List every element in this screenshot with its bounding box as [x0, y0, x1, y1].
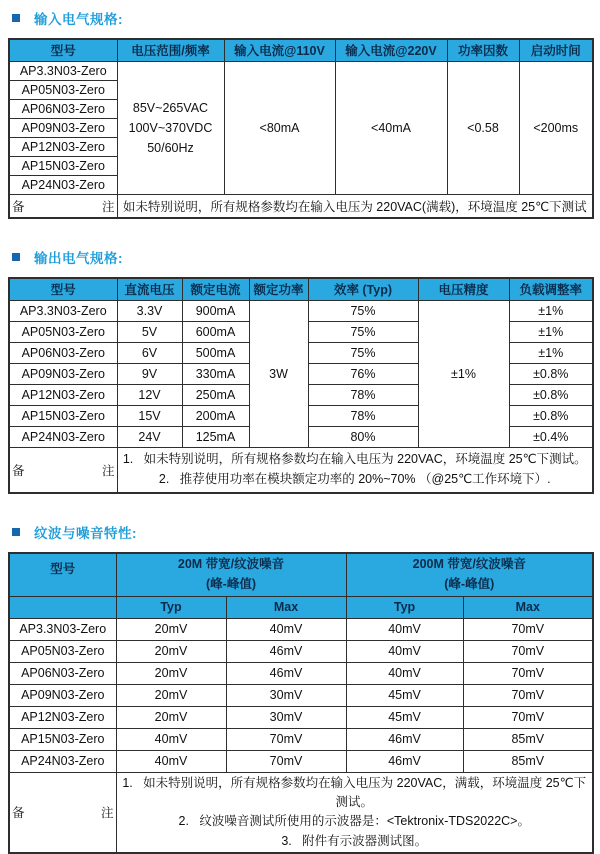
model-cell: AP12N03-Zero — [9, 706, 116, 728]
section-ripple-noise — [8, 522, 592, 854]
table-subheader-row — [9, 596, 593, 618]
load-regulation-cell: ±1% — [509, 342, 593, 363]
efficiency-cell: 75% — [308, 321, 418, 342]
ripple-noise-table — [8, 552, 594, 854]
bullet-square-icon — [12, 14, 20, 22]
output-spec-table — [8, 277, 594, 494]
ripple-20m-max-cell: 30mV — [226, 684, 346, 706]
ripple-200m-max-cell: 70mV — [463, 640, 593, 662]
rated-current-cell: 200mA — [182, 405, 249, 426]
section-input-specs — [8, 8, 592, 219]
ripple-20m-typ-cell: 40mV — [116, 750, 226, 772]
ripple-20m-max-cell: 46mV — [226, 640, 346, 662]
remark-text-cell: 如未特别说明，所有规格参数均在输入电压为 220VAC(满载)，环境温度 25℃下测试 — [117, 194, 593, 218]
ripple-200m-typ-cell: 46mV — [346, 750, 463, 772]
load-regulation-cell: ±0.8% — [509, 363, 593, 384]
efficiency-cell: 75% — [308, 342, 418, 363]
load-regulation-cell: ±1% — [509, 300, 593, 321]
section-title-output: 输出电气规格: — [34, 251, 123, 266]
rated-current-cell: 125mA — [182, 426, 249, 447]
model-cell: AP24N03-Zero — [9, 426, 117, 447]
efficiency-cell: 75% — [308, 300, 418, 321]
remark-label — [12, 197, 115, 215]
remark-line: 2. 纹波噪音测试所使用的示波器是：<Tektronix-TDS2022C>。 — [178, 814, 530, 829]
model-cell: AP09N03-Zero — [9, 684, 116, 706]
ripple-200m-max-cell: 70mV — [463, 618, 593, 640]
subheader-max-20m: Max — [226, 596, 346, 618]
remark-line: 2. 推荐使用功率在模块额定功率的 20%~70% （@25℃工作环境下）. — [158, 471, 551, 486]
dc-voltage-cell: 6V — [117, 342, 182, 363]
dc-voltage-cell: 15V — [117, 405, 182, 426]
load-regulation-cell: ±0.8% — [509, 405, 593, 426]
model-cell: AP24N03-Zero — [9, 175, 117, 194]
remark-label-cell — [9, 447, 117, 493]
model-cell: AP15N03-Zero — [9, 156, 117, 175]
table-row — [9, 640, 593, 662]
model-cell: AP06N03-Zero — [9, 99, 117, 118]
dc-voltage-cell: 5V — [117, 321, 182, 342]
load-regulation-cell: ±0.4% — [509, 426, 593, 447]
remark-line: 3. 附件有示波器测试图。 — [281, 833, 428, 848]
group-title-line: 20M 带宽/纹波噪音 — [177, 557, 285, 572]
rated-current-cell: 600mA — [182, 321, 249, 342]
column-header-startup-time: 启动时间 — [519, 39, 593, 61]
model-cell: AP3.3N03-Zero — [9, 618, 116, 640]
model-cell: AP09N03-Zero — [9, 118, 117, 137]
section-title-ripple: 纹波与噪音特性: — [34, 526, 137, 541]
ripple-20m-max-cell: 40mV — [226, 618, 346, 640]
rated-current-cell: 250mA — [182, 384, 249, 405]
dc-voltage-cell: 24V — [117, 426, 182, 447]
model-cell: AP09N03-Zero — [9, 363, 117, 384]
subheader-typ-20m: Typ — [116, 596, 226, 618]
table-row — [9, 618, 593, 640]
remark-char: 备 — [12, 199, 25, 214]
model-cell: AP3.3N03-Zero — [9, 61, 117, 80]
column-header-dc-voltage: 直流电压 — [117, 278, 182, 300]
column-header-model: 型号 — [9, 39, 117, 61]
remark-char: 备 — [12, 463, 25, 478]
ripple-200m-typ-cell: 40mV — [346, 662, 463, 684]
rated-current-cell: 330mA — [182, 363, 249, 384]
power-factor-cell: <0.58 — [447, 61, 519, 194]
ripple-200m-typ-cell: 45mV — [346, 684, 463, 706]
ripple-20m-max-cell: 30mV — [226, 706, 346, 728]
voltage-range-line: 85V~265VAC — [132, 100, 209, 115]
ripple-20m-max-cell: 46mV — [226, 662, 346, 684]
ripple-20m-typ-cell: 20mV — [116, 640, 226, 662]
group-title-line: 200M 带宽/纹波噪音 — [412, 557, 526, 572]
remark-line: 1. 如未特别说明，所有规格参数均在输入电压为 220VAC，环境温度 25℃下测试。 — [122, 452, 587, 467]
model-cell: AP06N03-Zero — [9, 342, 117, 363]
table-header-group-row — [9, 553, 593, 596]
model-cell: AP3.3N03-Zero — [9, 300, 117, 321]
remark-label — [12, 461, 115, 479]
load-regulation-cell: ±0.8% — [509, 384, 593, 405]
model-cell: AP15N03-Zero — [9, 405, 117, 426]
model-cell: AP12N03-Zero — [9, 137, 117, 156]
ripple-20m-typ-cell: 20mV — [116, 706, 226, 728]
voltage-accuracy-cell: ±1% — [418, 300, 509, 447]
model-cell: AP12N03-Zero — [9, 384, 117, 405]
remark-row — [9, 194, 593, 218]
ripple-20m-max-cell: 70mV — [226, 750, 346, 772]
group-title-line: (峰-峰值) — [444, 576, 495, 591]
efficiency-cell: 78% — [308, 405, 418, 426]
ripple-200m-typ-cell: 40mV — [346, 618, 463, 640]
remark-char: 注 — [101, 463, 115, 478]
column-header-voltage-accuracy: 电压精度 — [418, 278, 509, 300]
ripple-200m-max-cell: 70mV — [463, 684, 593, 706]
rated-current-cell: 900mA — [182, 300, 249, 321]
input-current-110-cell: <80mA — [224, 61, 335, 194]
efficiency-cell: 78% — [308, 384, 418, 405]
ripple-200m-typ-cell: 40mV — [346, 640, 463, 662]
remark-text-cell — [116, 772, 593, 853]
model-cell: AP05N03-Zero — [9, 640, 116, 662]
ripple-20m-typ-cell: 20mV — [116, 618, 226, 640]
column-header-current-110: 输入电流@110V — [224, 39, 335, 61]
column-header-power-factor: 功率因数 — [447, 39, 519, 61]
remark-char: 注 — [101, 199, 115, 214]
table-row — [9, 300, 593, 321]
ripple-20m-max-cell: 70mV — [226, 728, 346, 750]
model-cell: AP15N03-Zero — [9, 728, 116, 750]
remark-label-cell — [9, 194, 117, 218]
column-header-current-220: 输入电流@220V — [335, 39, 447, 61]
ripple-200m-max-cell: 85mV — [463, 728, 593, 750]
table-row — [9, 684, 593, 706]
remark-label-cell — [9, 772, 116, 853]
load-regulation-cell: ±1% — [509, 321, 593, 342]
startup-time-cell: <200ms — [519, 61, 593, 194]
table-row — [9, 662, 593, 684]
table-row — [9, 61, 593, 80]
ripple-200m-max-cell: 85mV — [463, 750, 593, 772]
ripple-20m-typ-cell: 20mV — [116, 662, 226, 684]
column-header-model: 型号 — [9, 553, 116, 596]
column-header-efficiency: 效率 (Typ) — [308, 278, 418, 300]
dc-voltage-cell: 3.3V — [117, 300, 182, 321]
remark-row — [9, 447, 593, 493]
remark-line: 1. 如未特别说明，所有规格参数均在输入电压为 220VAC，满载，环境温度 25℃下测试。 — [122, 775, 587, 809]
dc-voltage-cell: 12V — [117, 384, 182, 405]
ripple-200m-max-cell: 70mV — [463, 662, 593, 684]
bullet-square-icon — [12, 253, 20, 261]
remark-char: 备 — [12, 806, 25, 821]
column-header-model: 型号 — [9, 278, 117, 300]
remark-text-cell — [117, 447, 593, 493]
input-current-220-cell: <40mA — [335, 61, 447, 194]
empty-header-cell — [9, 596, 116, 618]
voltage-range-cell — [117, 61, 224, 194]
table-row — [9, 728, 593, 750]
efficiency-cell: 76% — [308, 363, 418, 384]
section-output-specs — [8, 247, 592, 494]
column-header-voltage-range: 电压范围/频率 — [117, 39, 224, 61]
efficiency-cell: 80% — [308, 426, 418, 447]
group-title-line: (峰-峰值) — [206, 576, 256, 591]
model-cell: AP05N03-Zero — [9, 321, 117, 342]
ripple-20m-typ-cell: 20mV — [116, 684, 226, 706]
subheader-max-200m: Max — [463, 596, 593, 618]
ripple-200m-typ-cell: 46mV — [346, 728, 463, 750]
remark-label — [12, 803, 114, 821]
voltage-range-line: 100V~370VDC — [128, 120, 213, 135]
table-header-row — [9, 278, 593, 300]
ripple-200m-max-cell: 70mV — [463, 706, 593, 728]
table-row — [9, 750, 593, 772]
input-spec-table — [8, 38, 594, 219]
column-header-rated-power: 额定功率 — [249, 278, 308, 300]
bullet-square-icon — [12, 528, 20, 536]
ripple-200m-typ-cell: 45mV — [346, 706, 463, 728]
rated-power-cell: 3W — [249, 300, 308, 447]
column-header-rated-current: 额定电流 — [182, 278, 249, 300]
section-title-input: 输入电气规格: — [34, 12, 123, 27]
remark-char: 注 — [100, 806, 114, 821]
model-cell: AP06N03-Zero — [9, 662, 116, 684]
section-heading-input — [10, 8, 592, 28]
rated-current-cell: 500mA — [182, 342, 249, 363]
section-heading-output — [10, 247, 592, 267]
section-heading-ripple — [10, 522, 592, 542]
column-group-20m — [116, 553, 346, 596]
ripple-20m-typ-cell: 40mV — [116, 728, 226, 750]
table-row — [9, 706, 593, 728]
table-header-row — [9, 39, 593, 61]
remark-row — [9, 772, 593, 853]
model-cell: AP24N03-Zero — [9, 750, 116, 772]
column-header-load-regulation: 负载调整率 — [509, 278, 593, 300]
voltage-range-line: 50/60Hz — [147, 140, 194, 155]
column-group-200m — [346, 553, 593, 596]
dc-voltage-cell: 9V — [117, 363, 182, 384]
model-cell: AP05N03-Zero — [9, 80, 117, 99]
subheader-typ-200m: Typ — [346, 596, 463, 618]
